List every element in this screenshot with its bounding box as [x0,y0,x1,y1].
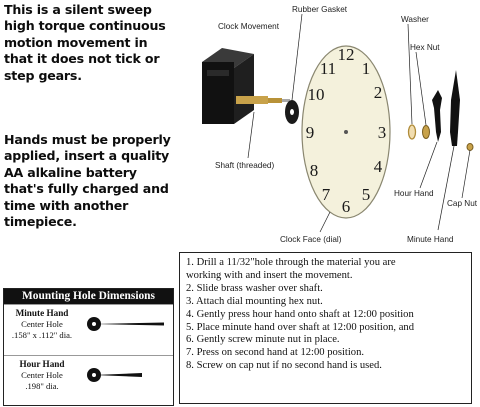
mounting-hole-dimensions [3,288,174,406]
minute-hand-dimension-row [4,304,173,355]
mounting-hole-title: Mounting Hole Dimensions [4,289,173,304]
cap-nut [462,144,473,199]
instructions-list [180,253,471,373]
hour-hand-center-hole: Center Hole [21,370,63,380]
numeral-6: 6 [341,197,351,216]
instruction-step: 7. Press on second hand at 12:00 position. [186,347,365,359]
minute-hand-center-hole: Center Hole [21,319,63,329]
hour-hand-dim-label: Hour Hand [19,359,65,369]
label-washer: Washer [401,15,429,24]
instruction-step: 4. Gently press hour hand onto shaft at 12:00 position [186,308,414,320]
label-cap-nut: Cap Nut [447,199,478,208]
minute-hand-dim-label: Minute Hand [15,308,69,318]
numeral-9: 9 [305,123,315,142]
description-paragraph-1: This is a silent sweep high torque continuous motion movement in that it does not tick or step gears. [4,2,166,83]
washer [408,24,416,139]
instruction-step: 5. Place minute hand over shaft at 12:00 position, and [186,321,415,333]
numeral-10: 10 [307,85,325,104]
numeral-2: 2 [373,83,383,102]
label-rubber-gasket: Rubber Gasket [292,5,348,14]
numeral-1: 1 [361,59,371,78]
label-minute-hand: Minute Hand [407,235,454,244]
numeral-5: 5 [361,185,371,204]
label-hex-nut: Hex Nut [410,43,440,52]
instructions-box [179,252,472,404]
exploded-clock-diagram [180,0,480,250]
numeral-12: 12 [337,45,355,64]
label-clock-movement: Clock Movement [218,22,279,31]
instruction-step: 3. Attach dial mounting hex nut. [186,295,323,307]
hour-hand-icon [84,362,168,388]
label-clock-face: Clock Face (dial) [280,235,342,244]
instruction-step: working with and insert the movement. [186,269,353,281]
hour-hand-dims: .198" dia. [25,381,59,391]
instruction-step: 1. Drill a 11/32"hole through the material you are [186,257,396,268]
label-shaft: Shaft (threaded) [215,161,275,170]
hour-hand-dimension-row [4,355,173,406]
rubber-gasket [285,14,302,124]
instruction-step: 8. Screw on cap nut if no second hand is used. [186,360,382,372]
instruction-step: 2. Slide brass washer over shaft. [186,282,323,294]
description-paragraph-2: Hands must be properly applied, insert a quality AA alkaline battery that's fully charged and time with another timepiece. [4,132,171,230]
minute-hand-icon [84,311,168,337]
numeral-7: 7 [321,185,331,204]
minute-hand-dims: .158" x .112" dia. [11,330,73,340]
instruction-step: 6. Gently screw minute nut in place. [186,334,340,346]
numeral-4: 4 [373,157,383,176]
numeral-8: 8 [309,161,319,180]
numeral-3: 3 [377,123,387,142]
label-hour-hand: Hour Hand [394,189,434,198]
clock-movement [202,48,254,124]
hex-nut [416,52,430,139]
clock-face [302,45,390,232]
numeral-11: 11 [319,59,337,78]
